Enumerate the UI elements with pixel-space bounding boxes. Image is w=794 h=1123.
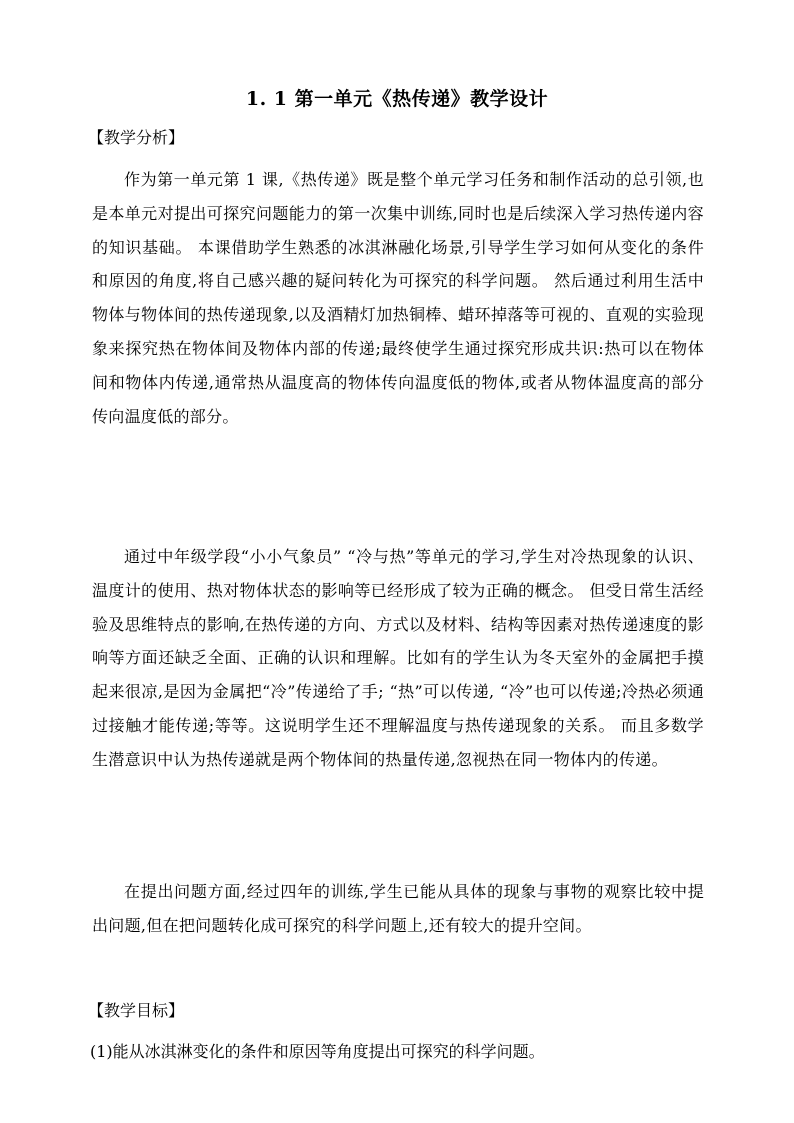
section-heading-analysis: 【教学分析】 xyxy=(88,128,185,147)
paragraph: 通过中年级学段“小小气象员” “冷与热”等单元的学习,学生对冷热现象的认识、温度计的使用、热对物体状态的影响等已经形成了较为正确的概念。 但受日常生活经验及思维特点的影响,在热传递的方向、方式以及材料、结构等因素对热传递速度的影响等方面还缺乏全面、正确的认识和理解。比如有的学生认为冬天室外的金属把手摸起来很凉,是因为金属把“冷”传递给了手; “热”可以传递, “冷”也可以传递;冷热必须通过接触才能传递;等等。这说明学生还不理解温度与热传递现象的关系。 而且多数学生潜意识中认为热传递就是两个物体间的热量传递,忽视热在同一物体内的传递。 xyxy=(92,547,704,769)
paragraph: 作为第一单元第 1 课,《热传递》既是整个单元学习任务和制作活动的总引领,也是本单元对提出可探究问题能力的第一次集中训练,同时也是后续深入学习热传递内容的知识基础。 本课借助学生熟悉的冰淇淋融化场景,引导学生学习如何从变化的条件和原因的角度,将自己感兴趣的疑问转化为可探究的科学问题。 然后通过利用生活中物体与物体间的热传递现象,以及酒精灯加热铜棒、蜡环掉落等可视的、直观的实验现象来探究热在物体间及物体内部的传递;最终使学生通过探究形成共识:热可以在物体间和物体内传递,通常热从温度高的物体传向温度低的物体,或者从物体温度高的部分传向温度低的部分。 xyxy=(92,170,704,426)
page-title: 1. 1 第一单元《热传递》教学设计 xyxy=(245,88,549,110)
list-item: (1)能从冰淇淋变化的条件和原因等角度提出可探究的科学问题。 xyxy=(90,1042,545,1061)
section-heading-goals: 【教学目标】 xyxy=(88,1001,185,1020)
paragraph: 在提出问题方面,经过四年的训练,学生已能从具体的现象与事物的观察比较中提出问题,但在把问题转化成可探究的科学问题上,还有较大的提升空间。 xyxy=(92,882,704,935)
